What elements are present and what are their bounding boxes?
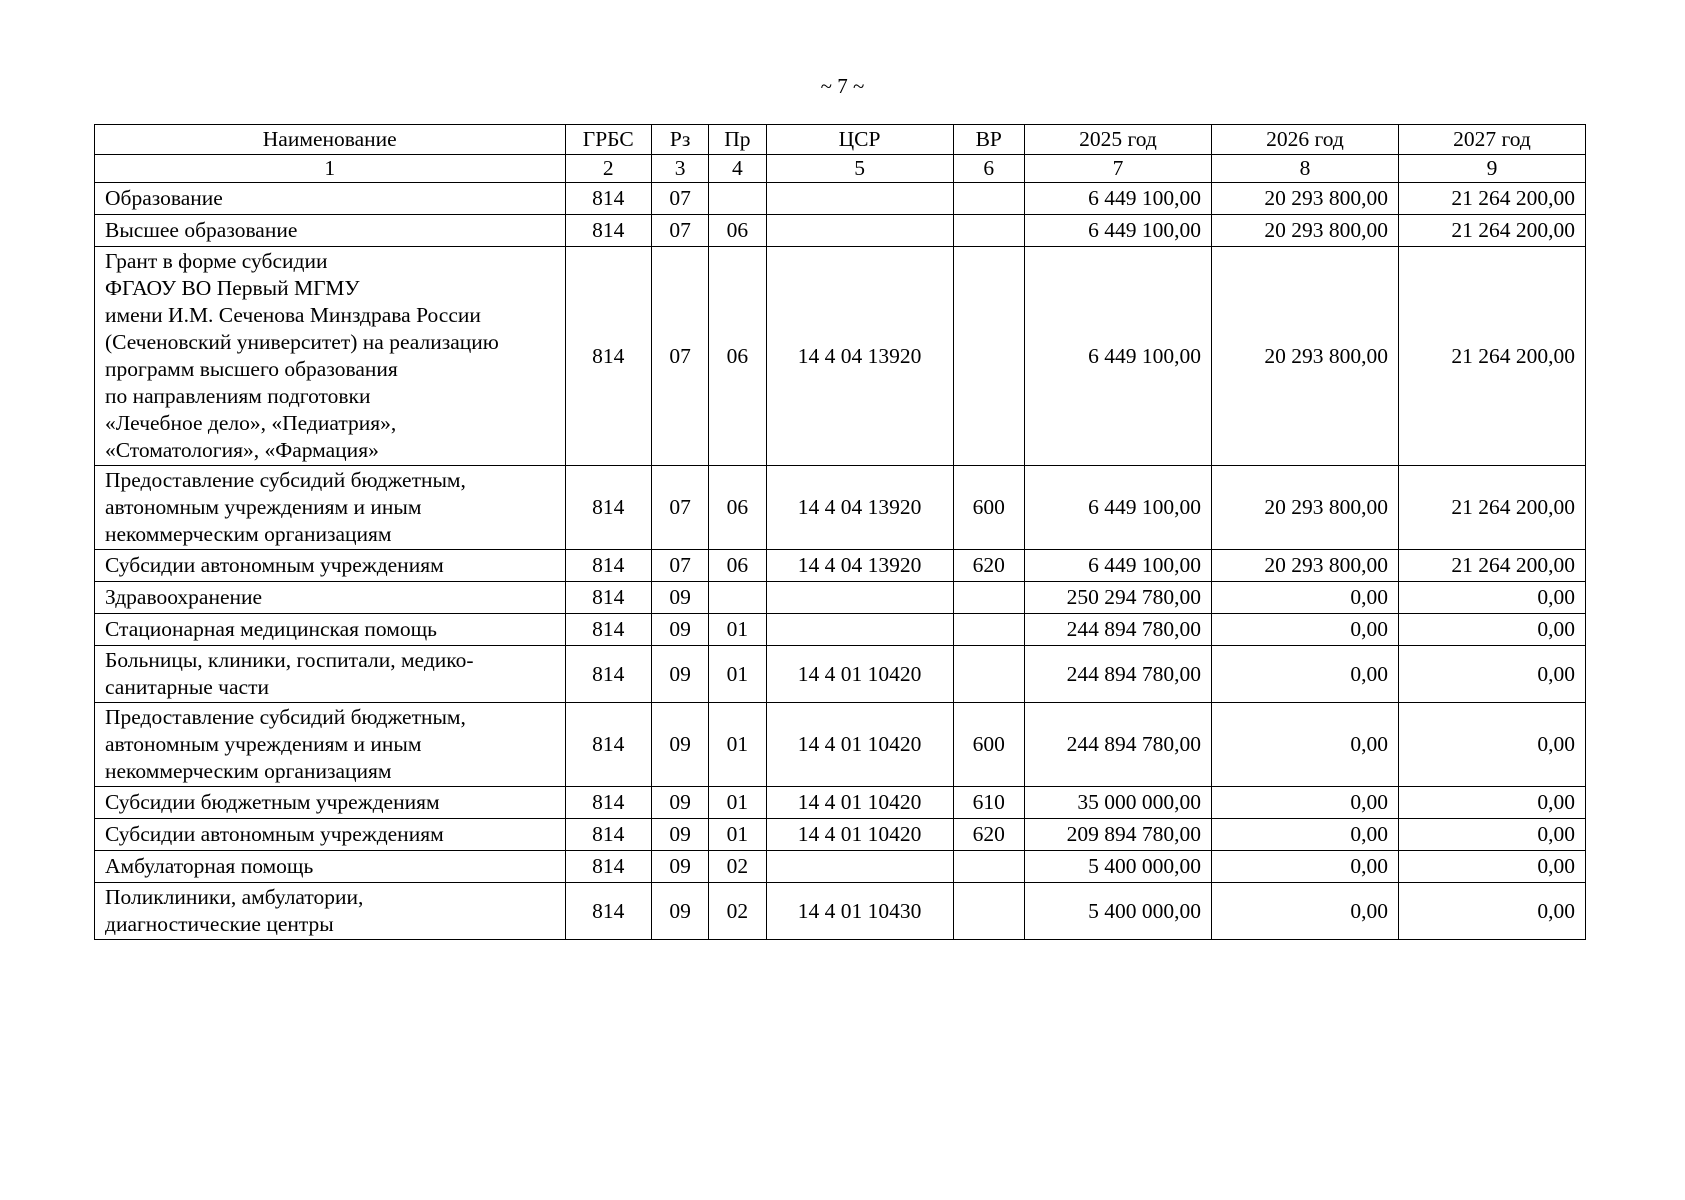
header-cell-2026: 2026 год (1211, 125, 1398, 155)
vr-cell (953, 183, 1024, 215)
rz-cell: 09 (651, 582, 708, 614)
table-row (95, 582, 1586, 614)
column-number-cell: 2 (565, 155, 651, 183)
grbs-cell: 814 (565, 582, 651, 614)
vr-cell (953, 851, 1024, 883)
rz-cell: 09 (651, 787, 708, 819)
amount-2026-cell: 0,00 (1211, 883, 1398, 940)
row-name-cell: Стационарная медицинская помощь (95, 614, 566, 646)
row-name-cell: Субсидии автономным учреждениям (95, 819, 566, 851)
rz-cell: 07 (651, 215, 708, 247)
rz-cell: 07 (651, 550, 708, 582)
amount-2027-cell: 0,00 (1398, 819, 1585, 851)
header-cell-vr: ВР (953, 125, 1024, 155)
amount-2027-cell: 0,00 (1398, 883, 1585, 940)
amount-2027-cell: 0,00 (1398, 787, 1585, 819)
vr-cell (953, 247, 1024, 466)
amount-2027-cell: 21 264 200,00 (1398, 183, 1585, 215)
budget-table (94, 124, 1586, 940)
csr-cell (766, 215, 953, 247)
column-number-cell: 4 (709, 155, 766, 183)
header-cell-rz: Рз (651, 125, 708, 155)
table-row (95, 703, 1586, 787)
grbs-cell: 814 (565, 703, 651, 787)
pr-cell (709, 183, 766, 215)
row-name-cell: Больницы, клиники, госпитали, медико- санитарные части (95, 646, 566, 703)
pr-cell: 01 (709, 819, 766, 851)
amount-2026-cell: 20 293 800,00 (1211, 215, 1398, 247)
amount-2026-cell: 0,00 (1211, 851, 1398, 883)
amount-2025-cell: 6 449 100,00 (1024, 550, 1211, 582)
column-number-cell: 9 (1398, 155, 1585, 183)
vr-cell (953, 215, 1024, 247)
amount-2026-cell: 0,00 (1211, 787, 1398, 819)
vr-cell (953, 614, 1024, 646)
pr-cell: 01 (709, 614, 766, 646)
vr-cell: 620 (953, 819, 1024, 851)
pr-cell: 06 (709, 466, 766, 550)
table-row (95, 550, 1586, 582)
amount-2025-cell: 244 894 780,00 (1024, 703, 1211, 787)
amount-2026-cell: 20 293 800,00 (1211, 183, 1398, 215)
amount-2026-cell: 0,00 (1211, 646, 1398, 703)
grbs-cell: 814 (565, 614, 651, 646)
grbs-cell: 814 (565, 646, 651, 703)
header-cell-2027: 2027 год (1398, 125, 1585, 155)
grbs-cell: 814 (565, 851, 651, 883)
csr-cell: 14 4 04 13920 (766, 550, 953, 582)
header-cell-csr: ЦСР (766, 125, 953, 155)
amount-2025-cell: 6 449 100,00 (1024, 215, 1211, 247)
vr-cell: 600 (953, 703, 1024, 787)
pr-cell: 06 (709, 247, 766, 466)
column-number-cell: 8 (1211, 155, 1398, 183)
amount-2026-cell: 0,00 (1211, 614, 1398, 646)
row-name-cell: Образование (95, 183, 566, 215)
table-row (95, 247, 1586, 466)
table-row (95, 883, 1586, 940)
pr-cell: 01 (709, 646, 766, 703)
row-name-cell: Субсидии автономным учреждениям (95, 550, 566, 582)
rz-cell: 07 (651, 247, 708, 466)
row-name-cell: Предоставление субсидий бюджетным, автономным учреждениям и иным некоммерческим организациям (95, 703, 566, 787)
amount-2027-cell: 0,00 (1398, 614, 1585, 646)
table-row (95, 787, 1586, 819)
header-cell-pr: Пр (709, 125, 766, 155)
vr-cell: 600 (953, 466, 1024, 550)
grbs-cell: 814 (565, 466, 651, 550)
row-name-cell: Поликлиники, амбулатории, диагностические центры (95, 883, 566, 940)
table-row (95, 466, 1586, 550)
rz-cell: 09 (651, 614, 708, 646)
csr-cell: 14 4 04 13920 (766, 247, 953, 466)
vr-cell (953, 582, 1024, 614)
amount-2025-cell: 6 449 100,00 (1024, 466, 1211, 550)
rz-cell: 09 (651, 703, 708, 787)
csr-cell (766, 183, 953, 215)
vr-cell (953, 883, 1024, 940)
table-row (95, 819, 1586, 851)
amount-2027-cell: 21 264 200,00 (1398, 215, 1585, 247)
amount-2027-cell: 0,00 (1398, 703, 1585, 787)
row-name-cell: Высшее образование (95, 215, 566, 247)
amount-2025-cell: 5 400 000,00 (1024, 883, 1211, 940)
table-row (95, 646, 1586, 703)
pr-cell (709, 582, 766, 614)
table-body (95, 183, 1586, 940)
row-name-cell: Предоставление субсидий бюджетным, автономным учреждениям и иным некоммерческим организациям (95, 466, 566, 550)
amount-2025-cell: 244 894 780,00 (1024, 614, 1211, 646)
amount-2025-cell: 35 000 000,00 (1024, 787, 1211, 819)
amount-2025-cell: 244 894 780,00 (1024, 646, 1211, 703)
csr-cell: 14 4 01 10420 (766, 819, 953, 851)
page-number: ~ 7 ~ (820, 74, 865, 98)
row-name-cell: Субсидии бюджетным учреждениям (95, 787, 566, 819)
row-name-cell: Амбулаторная помощь (95, 851, 566, 883)
rz-cell: 07 (651, 183, 708, 215)
header-cell-grbs: ГРБС (565, 125, 651, 155)
csr-cell: 14 4 01 10430 (766, 883, 953, 940)
grbs-cell: 814 (565, 247, 651, 466)
pr-cell: 02 (709, 883, 766, 940)
amount-2026-cell: 0,00 (1211, 582, 1398, 614)
amount-2027-cell: 0,00 (1398, 851, 1585, 883)
csr-cell: 14 4 01 10420 (766, 703, 953, 787)
column-number-cell: 1 (95, 155, 566, 183)
vr-cell: 610 (953, 787, 1024, 819)
rz-cell: 07 (651, 466, 708, 550)
amount-2027-cell: 0,00 (1398, 646, 1585, 703)
amount-2026-cell: 0,00 (1211, 703, 1398, 787)
grbs-cell: 814 (565, 550, 651, 582)
csr-cell (766, 851, 953, 883)
column-number-cell: 3 (651, 155, 708, 183)
row-name-cell: Грант в форме субсидии ФГАОУ ВО Первый МГМУ имени И.М. Сеченова Минздрава России (Сеченовский университет) на реализацию программ высшего образования по направлениям подготовки «Лечебное дело», «Педиатрия», «Стоматология», «Фармация» (95, 247, 566, 466)
header-row (95, 125, 1586, 155)
amount-2025-cell: 5 400 000,00 (1024, 851, 1211, 883)
amount-2026-cell: 20 293 800,00 (1211, 466, 1398, 550)
header-cell-name: Наименование (95, 125, 566, 155)
csr-cell: 14 4 01 10420 (766, 787, 953, 819)
pr-cell: 06 (709, 550, 766, 582)
grbs-cell: 814 (565, 819, 651, 851)
amount-2025-cell: 6 449 100,00 (1024, 183, 1211, 215)
table-row (95, 215, 1586, 247)
header-cell-2025: 2025 год (1024, 125, 1211, 155)
amount-2027-cell: 21 264 200,00 (1398, 247, 1585, 466)
table-header (95, 125, 1586, 183)
amount-2025-cell: 209 894 780,00 (1024, 819, 1211, 851)
column-number-cell: 5 (766, 155, 953, 183)
rz-cell: 09 (651, 883, 708, 940)
pr-cell: 06 (709, 215, 766, 247)
amount-2027-cell: 21 264 200,00 (1398, 550, 1585, 582)
pr-cell: 01 (709, 787, 766, 819)
grbs-cell: 814 (565, 183, 651, 215)
amount-2025-cell: 250 294 780,00 (1024, 582, 1211, 614)
csr-cell: 14 4 04 13920 (766, 466, 953, 550)
amount-2026-cell: 0,00 (1211, 819, 1398, 851)
pr-cell: 01 (709, 703, 766, 787)
table-row (95, 851, 1586, 883)
amount-2026-cell: 20 293 800,00 (1211, 247, 1398, 466)
csr-cell: 14 4 01 10420 (766, 646, 953, 703)
amount-2027-cell: 21 264 200,00 (1398, 466, 1585, 550)
rz-cell: 09 (651, 851, 708, 883)
grbs-cell: 814 (565, 215, 651, 247)
vr-cell (953, 646, 1024, 703)
grbs-cell: 814 (565, 787, 651, 819)
rz-cell: 09 (651, 819, 708, 851)
amount-2026-cell: 20 293 800,00 (1211, 550, 1398, 582)
vr-cell: 620 (953, 550, 1024, 582)
amount-2027-cell: 0,00 (1398, 582, 1585, 614)
column-number-row (95, 155, 1586, 183)
rz-cell: 09 (651, 646, 708, 703)
column-number-cell: 6 (953, 155, 1024, 183)
table-row (95, 183, 1586, 215)
grbs-cell: 814 (565, 883, 651, 940)
column-number-cell: 7 (1024, 155, 1211, 183)
row-name-cell: Здравоохранение (95, 582, 566, 614)
amount-2025-cell: 6 449 100,00 (1024, 247, 1211, 466)
pr-cell: 02 (709, 851, 766, 883)
csr-cell (766, 614, 953, 646)
csr-cell (766, 582, 953, 614)
table-row (95, 614, 1586, 646)
